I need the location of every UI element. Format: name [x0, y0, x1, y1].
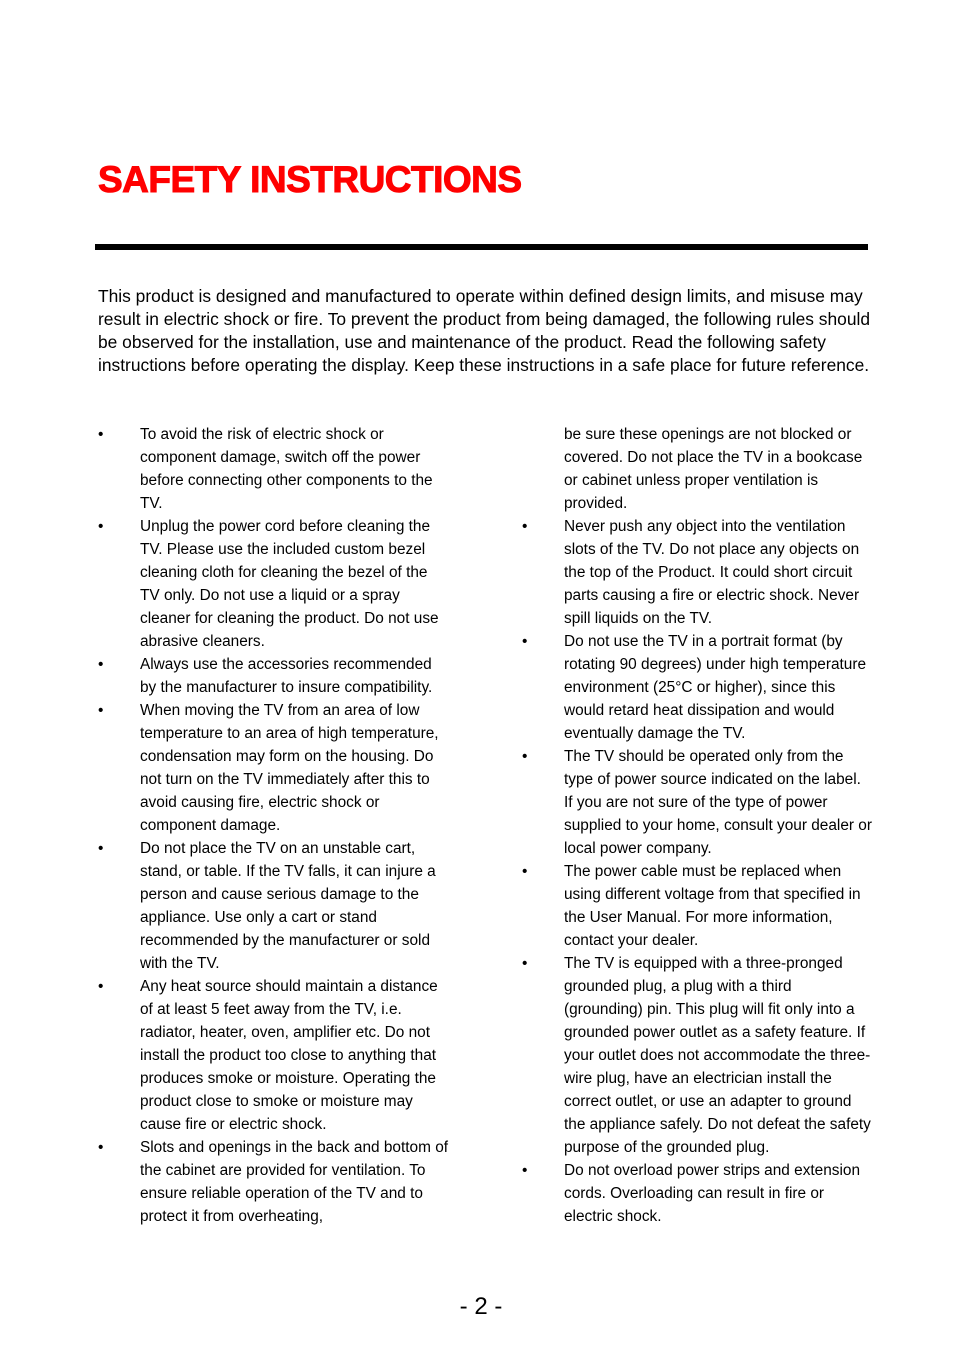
bullet-icon: • [522, 518, 528, 535]
list-item-text: Unplug the power cord before cleaning the TV. Please use the included custom bezel cleaning cloth for cleaning the bezel of the TV only. Do not use a liquid or a spray cleaner for cleaning the product. Do not use abrasive cleaners. [140, 518, 439, 650]
list-item [98, 653, 450, 699]
bullet-icon: • [98, 840, 104, 857]
right-column [522, 423, 872, 1228]
list-item-text: Always use the accessories recommended by the manufacturer to insure compatibility. [140, 656, 433, 696]
list-item [522, 952, 872, 1159]
list-item [98, 423, 450, 515]
bullet-icon: • [522, 633, 528, 650]
bullet-icon: • [98, 426, 104, 443]
list-item-text: Never push any object into the ventilation slots of the TV. Do not place any objects on the top of the Product. It could short circuit parts causing a fire or electric shock. Never spill liquids on the TV. [564, 518, 860, 627]
list-item-text: The power cable must be replaced when using different voltage from that specified in the User Manual. For more information, contact your dealer. [564, 863, 861, 949]
list-item-text: Do not use the TV in a portrait format (by rotating 90 degrees) under high temperature environment (25°C or higher), since this would retard heat dissipation and would eventually damage the TV. [564, 633, 867, 742]
title-divider [95, 244, 868, 250]
list-item-text: Do not overload power strips and extension cords. Overloading can result in fire or electric shock. [564, 1162, 861, 1225]
list-item [98, 837, 450, 975]
list-item [522, 1159, 872, 1228]
list-item-text: When moving the TV from an area of low temperature to an area of high temperature, condensation may form on the housing. Do not turn on the TV immediately after this to avoid causing fire, electric shock or component damage. [140, 702, 439, 834]
list-item-text: To avoid the risk of electric shock or component damage, switch off the power before connecting other components to the TV. [140, 426, 433, 512]
page-number: - 2 - [459, 1293, 503, 1320]
bullet-icon: • [98, 1139, 104, 1156]
page-title: SAFETY INSTRUCTIONS [98, 159, 522, 200]
bullet-icon: • [98, 656, 104, 673]
list-item [522, 745, 872, 860]
list-item-continuation [522, 423, 872, 515]
list-item-text: Any heat source should maintain a distance of at least 5 feet away from the TV, i.e. radiator, heater, oven, amplifier etc. Do not install the product too close to anything that produces smoke or moisture. Operating the product close to smoke or moisture may cause fire or electric shock. [140, 978, 438, 1133]
list-item-text: Do not place the TV on an unstable cart, stand, or table. If the TV falls, it can injure a person and cause serious damage to the appliance. Use only a cart or stand recommended by the manufacturer or sold with the TV. [140, 840, 436, 972]
list-item [98, 515, 450, 653]
list-item [98, 699, 450, 837]
bullet-icon: • [98, 702, 104, 719]
list-item [522, 860, 872, 952]
list-item-text: The TV is equipped with a three-pronged grounded plug, a plug with a third (grounding) pin. This plug will fit only into a grounded power outlet as a safety feature. If your outlet does not accommodate the three-wire plug, have an electrician install the correct outlet, or use an adapter to ground the appliance safely. Do not defeat the safety purpose of the grounded plug. [564, 955, 871, 1156]
bullet-icon: • [98, 518, 104, 535]
bullet-icon: • [522, 748, 528, 765]
bullet-icon: • [522, 1162, 528, 1179]
list-item-text: Slots and openings in the back and bottom of the cabinet are provided for ventilation. To ensure reliable operation of the TV and to protect it from overheating, [140, 1139, 449, 1225]
bullet-icon: • [522, 863, 528, 880]
list-item [522, 630, 872, 745]
list-item [522, 515, 872, 630]
list-item [98, 1136, 450, 1228]
list-item-text: The TV should be operated only from the type of power source indicated on the label. If you are not sure of the type of power supplied to your home, consult your dealer or local power company. [564, 748, 872, 857]
list-item-text: be sure these openings are not blocked or covered. Do not place the TV in a bookcase or cabinet unless proper ventilation is provided. [564, 426, 863, 512]
intro-paragraph: This product is designed and manufactured to operate within defined design limits, and misuse may result in electric shock or fire. To prevent the product from being damaged, the following rules should be observed for the installation, use and maintenance of the product. Read the following safety instructions before operating the display. Keep these instructions in a safe place for future reference. [98, 286, 871, 375]
left-column [98, 423, 450, 1228]
bullet-icon: • [98, 978, 104, 995]
list-item [98, 975, 450, 1136]
bullet-icon: • [522, 955, 528, 972]
